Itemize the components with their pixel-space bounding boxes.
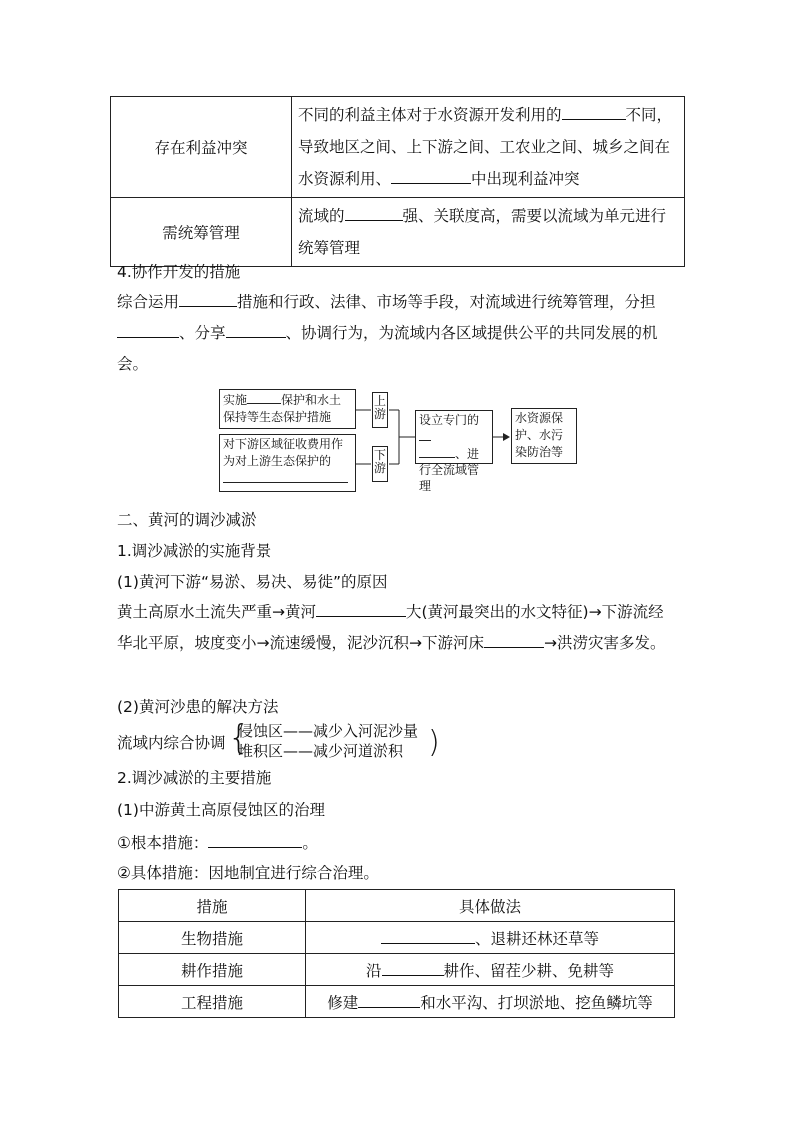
table-key: 需统筹管理: [111, 198, 292, 267]
brace-label: 流域内综合协调: [117, 734, 226, 752]
table-row: [119, 922, 675, 954]
text: 措施和行政、法律、市场等手段，对流域进行统筹管理，分担: [237, 293, 656, 311]
fill-blank[interactable]: [391, 168, 471, 184]
item-heading: (1)中游黄土高原侵蚀区的治理: [117, 801, 325, 819]
text: ①根本措施：: [117, 834, 209, 852]
fill-blank[interactable]: [419, 445, 455, 458]
text: 强、关联度高，需要以流域为单元进行统筹管理: [298, 207, 667, 257]
fill-blank[interactable]: [316, 601, 406, 617]
fill-blank[interactable]: [381, 928, 475, 944]
table-row: [119, 986, 675, 1018]
measure-name: 工程措施: [119, 986, 306, 1018]
table-row: [111, 97, 685, 198]
item-heading: (1)黄河下游“易淤、易决、易徙”的原因: [117, 573, 388, 591]
text: 、协调行为，为流域内各区域提供公平的共同发展的机会。: [117, 324, 658, 373]
paragraph: [117, 287, 677, 380]
text: →洪涝灾害多发。: [543, 634, 666, 652]
measure-name: 生物措施: [119, 922, 306, 954]
text: 不同的利益主体对于水资源开发利用的: [298, 106, 562, 124]
subsection-heading: 2.调沙减淤的主要措施: [117, 769, 272, 787]
paragraph: ②具体措施：因地制宜进行综合治理。: [117, 864, 379, 882]
brace-item: 侵蚀区——减少入河泥沙量: [238, 722, 419, 740]
measure-detail: 、退耕还林还草等: [306, 922, 675, 954]
ecological-measures-box: 实施 保护和水土保持等生态保护措施: [219, 389, 356, 429]
table-header-row: [119, 890, 675, 922]
text: 不同，导致地区之间、上下游之间、工农业之间、城乡之间在水资源利用、: [298, 106, 673, 188]
text: 黄土高原水土流失严重→黄河: [117, 603, 316, 621]
text: 大(黄河最突出的水文特征)→下游流经华北平原，坡度变小→流速缓慢，泥沙沉积→下游河床: [117, 603, 664, 652]
table-row: [111, 198, 685, 267]
brace-item: 堆积区——减少河道淤积: [238, 742, 404, 760]
column-header: 措施: [119, 890, 306, 922]
downstream-label: 下 游: [372, 446, 388, 482]
text: 流域的: [298, 207, 345, 225]
compensation-box: 对下游区域征收费用作为对上游生态保护的: [219, 434, 356, 492]
fill-blank[interactable]: [179, 291, 237, 307]
fill-blank[interactable]: [117, 322, 179, 338]
fill-blank[interactable]: [208, 832, 302, 848]
table-value: [292, 198, 685, 267]
measure-detail: 沿 耕作、留茬少耕、免耕等: [306, 954, 675, 986]
paragraph: [117, 832, 318, 853]
text: 中出现利益冲突: [471, 170, 580, 188]
text: 。: [302, 834, 318, 852]
measure-name: 耕作措施: [119, 954, 306, 986]
table-row: [119, 954, 675, 986]
water-protection-box: 水资源保护、水污染防治等: [511, 408, 577, 464]
table-value: [292, 97, 685, 198]
text: 、分享: [179, 324, 226, 342]
fill-blank[interactable]: [382, 960, 444, 976]
subsection-heading: 1.调沙减淤的实施背景: [117, 542, 272, 560]
fill-blank[interactable]: [419, 428, 431, 441]
section-title: 二、黄河的调沙减淤: [117, 511, 257, 529]
basin-management-box: 设立专门的 、进行全流域管理: [415, 410, 493, 464]
column-header: 具体做法: [306, 890, 675, 922]
coordination-diagram: [219, 386, 581, 494]
fill-blank[interactable]: [223, 470, 348, 483]
fill-blank[interactable]: [562, 104, 626, 120]
measure-detail: 修建 和水平沟、打坝淤地、挖鱼鳞坑等: [306, 986, 675, 1018]
text: 综合运用: [117, 293, 180, 311]
measures-table: [118, 889, 675, 1018]
table-key: 存在利益冲突: [111, 97, 292, 198]
upstream-label: 上 游: [372, 392, 388, 428]
section-heading: 4.协作开发的措施: [117, 263, 241, 281]
right-paren: ): [428, 725, 440, 760]
paragraph: [117, 597, 677, 659]
fill-blank[interactable]: [247, 391, 281, 404]
fill-blank[interactable]: [484, 632, 544, 648]
fill-blank[interactable]: [358, 992, 420, 1008]
item-heading: (2)黄河沙患的解决方法: [117, 698, 279, 716]
fill-blank[interactable]: [345, 205, 403, 221]
conflict-table: [110, 96, 685, 267]
left-brace: {: [228, 718, 250, 758]
fill-blank[interactable]: [226, 322, 286, 338]
